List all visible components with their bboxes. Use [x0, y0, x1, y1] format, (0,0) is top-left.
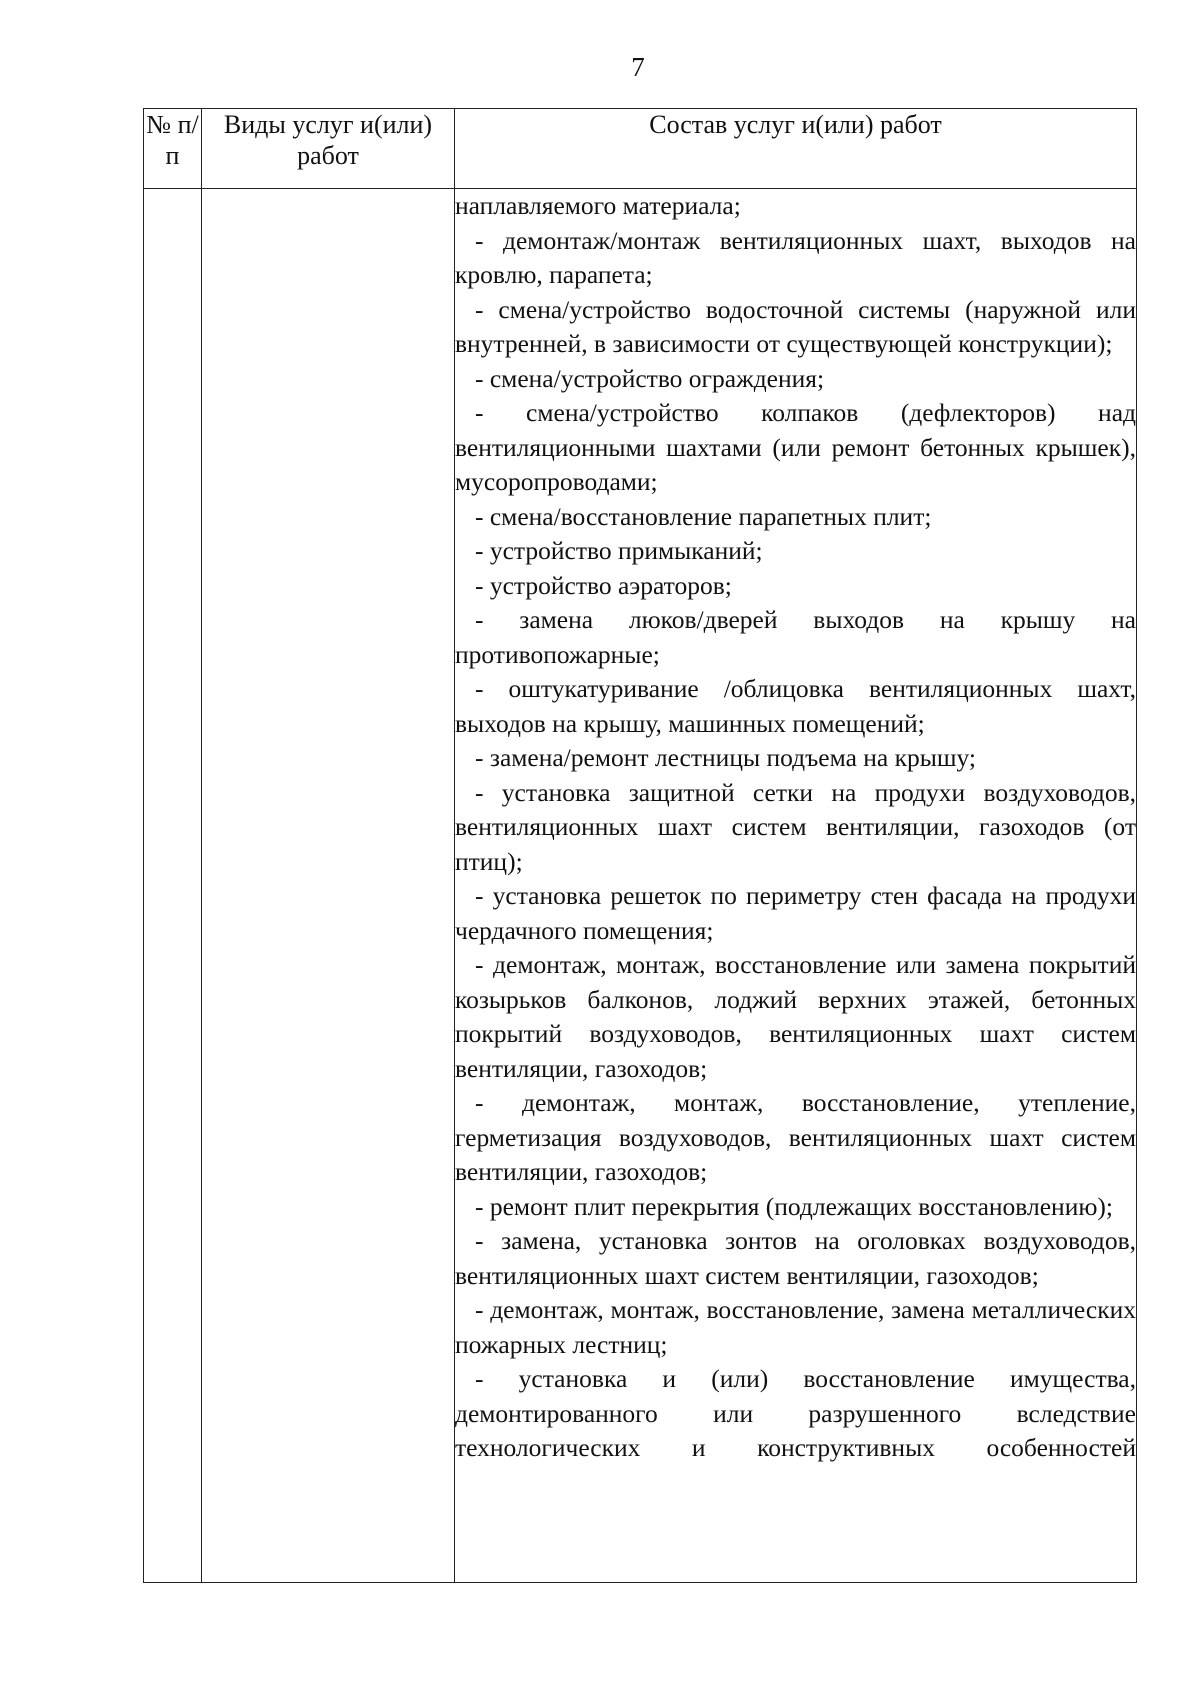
- composition-item: - установка решеток по периметру стен фасада на продухи чердачного помещения;: [455, 881, 1136, 945]
- composition-item: - демонтаж, монтаж, восстановление, утепление, герметизация воздуховодов, вентиляционных шахт систем вентиляции, газоходов;: [455, 1088, 1136, 1186]
- composition-item: - смена/устройство колпаков (дефлекторов) над вентиляционными шахтами (или ремонт бетонных крышек), мусоропроводами;: [455, 398, 1136, 496]
- composition-item: - смена/устройство ограждения;: [475, 363, 825, 393]
- header-composition: Состав услуг и(или) работ: [455, 109, 1137, 189]
- services-table: [143, 108, 1137, 1583]
- composition-item: - смена/устройство водосточной системы (наружной или внутренней, в зависимости от существующей конструкции);: [455, 294, 1136, 358]
- composition-item: - установка и (или) восстановление имущества, демонтированного или разрушенного вследствие технологических и конструктивных особенностей: [455, 1364, 1136, 1462]
- composition-item: - замена, установка зонтов на оголовках воздуховодов, вентиляционных шахт систем вентиляции, газоходов;: [455, 1226, 1136, 1290]
- composition-item: - замена/ремонт лестницы подъема на крышу;: [475, 743, 977, 772]
- composition-item: - демонтаж/монтаж вентиляционных шахт, выходов на кровлю, парапета;: [455, 225, 1136, 289]
- row-composition-cell: [455, 189, 1137, 1583]
- composition-item: - устройство аэраторов;: [475, 570, 732, 600]
- header-number: № п/п: [144, 109, 202, 189]
- header-service-type: Виды услуг и(или) работ: [202, 109, 455, 189]
- composition-item: - оштукатуривание /облицовка вентиляционных шахт, выходов на крышу, машинных помещений;: [455, 674, 1136, 738]
- composition-item: - замена люков/дверей выходов на крышу на противопожарные;: [455, 605, 1136, 669]
- row-service-type-cell: [202, 189, 455, 1583]
- composition-item: - смена/восстановление парапетных плит;: [475, 501, 932, 531]
- row-number-cell: [144, 189, 202, 1583]
- composition-item: - демонтаж, монтаж, восстановление, замена металлических пожарных лестниц;: [455, 1295, 1136, 1359]
- table-header-row: [144, 109, 1137, 189]
- page-number: 7: [631, 52, 645, 82]
- composition-item: - устройство примыканий;: [475, 536, 763, 565]
- composition-item: - установка защитной сетки на продухи воздуховодов, вентиляционных шахт систем вентиляции, газоходов (от птиц);: [455, 777, 1136, 876]
- composition-item: - ремонт плит перекрытия (подлежащих восстановлению);: [475, 1191, 1113, 1221]
- composition-item: - демонтаж, монтаж, восстановление или замена покрытий козырьков балконов, лоджий верхних этажей, бетонных покрытий воздуховодов, вентиляционных шахт систем вентиляции, газоходов;: [455, 950, 1136, 1083]
- table-row: [144, 189, 1137, 1583]
- composition-item: наплавляемого материала;: [455, 191, 741, 220]
